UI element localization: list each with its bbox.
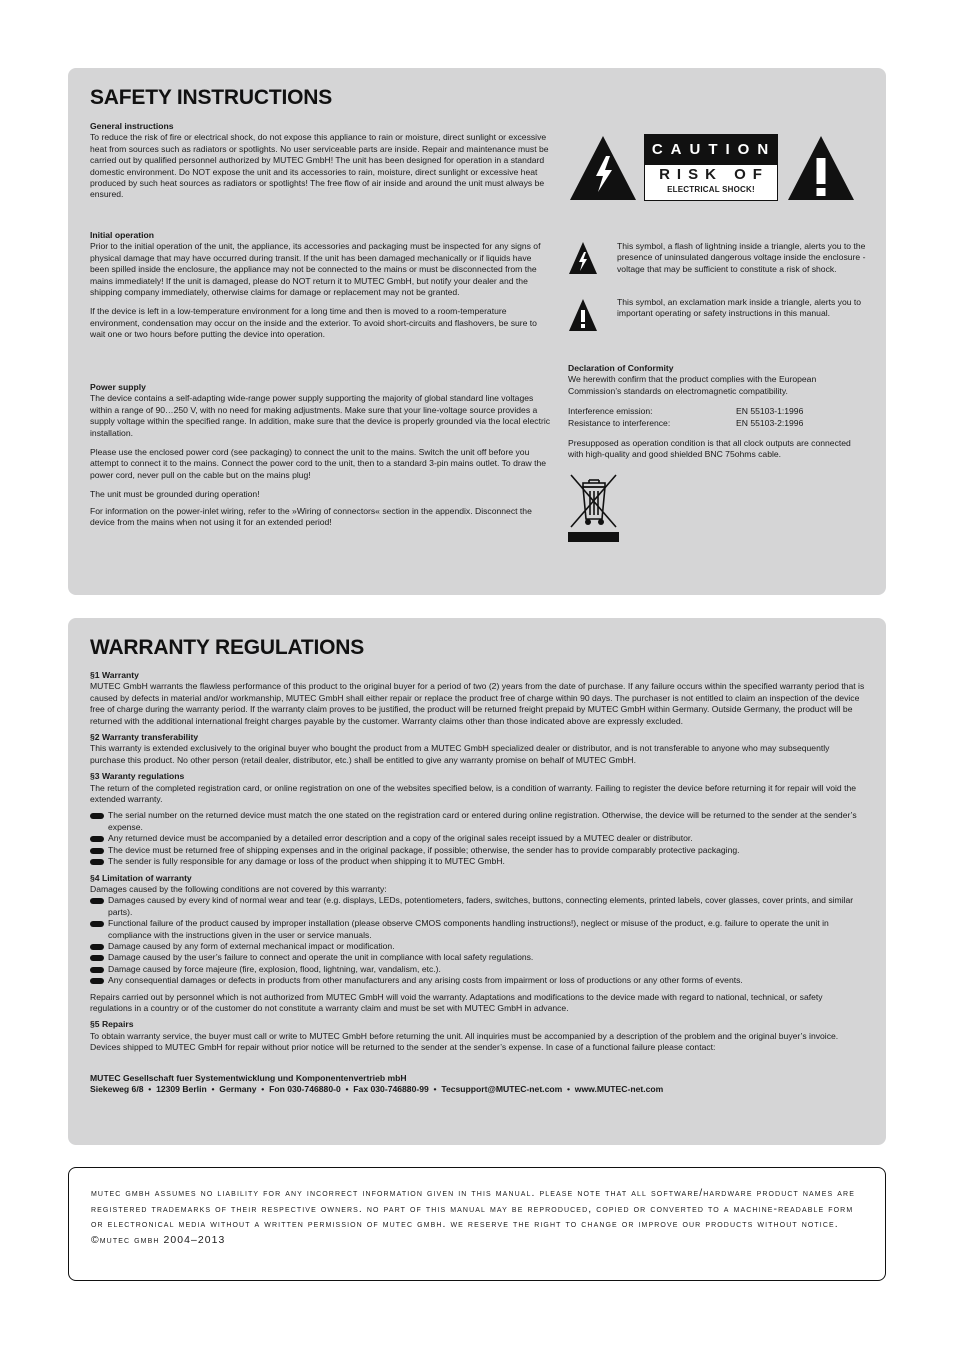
small-lightning-icon	[568, 241, 598, 275]
list-item: Damage caused by any form of external mechanical impact or modification.	[90, 941, 865, 952]
list-item: The serial number on the returned device must match the one stated on the registration card or entered during online registration. Otherwise, the device will be returned to the sender at the sender’s expense.	[90, 810, 865, 833]
s5-text: To obtain warranty service, the buyer must call or write to MUTEC GmbH before returning the unit. All inquiries must be accompanied by a description of the problem and the original buyer’s invoice. Devices shipped to MUTEC GmbH for repair without prior notice will be returned to the sender at the sender’s expense. In case of a functional failure please contact:	[90, 1030, 839, 1053]
caution-text: CAUTION	[645, 135, 777, 165]
s4-note: Repairs carried out by personnel which is not authorized from MUTEC GmbH will void the warranty. Adaptations and modifications to the device made with regard to national, technical, or safety regulations in a country or of the customer do not constitute a warranty claim and must be set with MUTEC GmbH in advance.	[90, 991, 823, 1013]
initial-text-2: If the device is left in a low-temperature environment for a long time and then is moved to a room-temperature environment, condensation may occur on the inside and the exterior. To avoid short-circuits and flashovers, be sure to wait one or two hours before putting the device into operation.	[90, 306, 537, 340]
list-item: Damage caused by force majeure (fire, explosion, flood, lightning, war, vandalism, etc.).	[90, 964, 865, 975]
small-exclamation-icon	[568, 298, 598, 332]
s1-text: MUTEC GmbH warrants the flawless performance of this product to the original buyer for a period of two (2) years from the date of purchase. If any failure occurs within the specified warranty period that is caused by defects in material and/or workmanship, MUTEC GmbH shall either repair or replace the product free of charge within 90 days. The purchaser is not entitled to claim an inspection of the device free of charge during the warranty period. If the warranty claim proves to be justified, the product will be returned freight prepaid by MUTEC GmbH within Germany. Outside Germany, the product will be returned with the additional international freight charges payable by the customer. Warranty claims other than those indicated above are expressly excluded.	[90, 681, 865, 726]
power-text-3: The unit must be grounded during operation!	[90, 489, 260, 500]
resistance-value: EN 55103-2:1996	[736, 417, 804, 428]
conformity-text: We herewith confirm that the product complies with the European Commission’s standards on electromagnetic compatibility.	[568, 374, 817, 396]
power-supply-section	[90, 382, 552, 528]
list-item: Functional failure of the product caused by improper installation (please observe CMOS components handling instructions!), neglect or misuse of the product, e.g. failure to operate the unit in compliance with the instructions given in the user or service manuals.	[90, 918, 865, 941]
s1-heading: §1 Warranty	[90, 670, 139, 680]
exclamation-warning-icon	[786, 134, 856, 202]
list-item: The device must be returned free of shipping expenses and in the original package, if possible; otherwise, the sender has to provide comparably protective packaging.	[90, 845, 865, 856]
resistance-label: Resistance to interference:	[568, 417, 671, 428]
initial-heading: Initial operation	[90, 230, 154, 240]
warranty-body	[90, 670, 865, 1095]
safety-title: SAFETY INSTRUCTIONS	[90, 86, 332, 109]
general-instructions-section	[90, 121, 552, 201]
list-item: Damage caused by the user’s failure to connect and operate the unit in compliance with local safety regulations.	[90, 952, 865, 963]
company-name: MUTEC Gesellschaft fuer Systementwicklung und Komponentenvertrieb mbH	[90, 1072, 407, 1083]
initial-text-1: Prior to the initial operation of the unit, the appliance, its accessories and packaging must be inspected for any signs of physical damage that may have occurred during transit. If the unit has been damaged mechanically or if liquids have been spilled inside the enclosure, the appliance may not be connected to the mains or must be disconnected from the mains immediately! If the unit is damaged, please do NOT return it to MUTEC GmbH, but notify your dealer and the shipping company immediately, otherwise claims for damage or replacement may not be granted.	[90, 241, 541, 298]
general-heading: General instructions	[90, 121, 174, 131]
presupposed-text: Presupposed as operation condition is that all clock outputs are connected with high-quality and good shielded BNC 75ohms cable.	[568, 438, 851, 460]
s3-heading: §3 Waranty regulations	[90, 771, 185, 782]
emission-label: Interference emission:	[568, 406, 653, 417]
safety-instructions-panel	[68, 68, 886, 595]
disclaimer-box	[68, 1167, 886, 1281]
s3-bullet-list	[90, 810, 865, 867]
emission-row	[568, 406, 868, 417]
power-text-4: For information on the power-inlet wiring, refer to the »Wiring of connectors« section in the appendix. Disconnect the device from the mains when not using it for an extended period!	[90, 505, 532, 528]
general-text: To reduce the risk of fire or electrical shock, do not expose this appliance to rain or moisture, direct sunlight or excessive heat from sources such as radiators or spotlights. No user serviceable parts are inside. Repair and maintenance must be carried out by qualified personnel authorized by MUTEC GmbH! The unit has been designed for operation in a standard domestic environment. Do NOT expose the unit and its accessories to rain, moisture, direct sunlight or excessive heat produced by such heat sources as radiators or spotlights! The free flow of air inside and around the unit must always be ensured.	[90, 132, 549, 200]
s4-bullet-list	[90, 895, 865, 986]
list-item: Any consequential damages or defects in products from other manufacturers and any arising costs from impairment or loss of productions or any other forms of events.	[90, 975, 865, 986]
list-item: Damages caused by every kind of normal wear and tear (e.g. displays, LEDs, potentiometers, faders, switches, buttons, connecting elements, printed labels, cover glasses, cover prints, and similar parts).	[90, 895, 865, 918]
electrical-shock-text: ELECTRICAL SHOCK!	[667, 185, 755, 194]
resistance-row	[568, 418, 868, 429]
power-text-1: The device contains a self-adapting wide-range power supply supporting the majority of global standard line voltages within a range of 90…250 V, with no need for making adjustments. Make sure that your line-voltage source provides a supply voltage within the specified range. In addition, make sure that the device is properly grounded via the local electric installation.	[90, 393, 551, 438]
s2-heading: §2 Warranty transferability	[90, 732, 199, 743]
list-item: Any returned device must be accompanied by a detailed error description and a copy of the original sales receipt issued by a MUTEC dealer or distributor.	[90, 833, 865, 844]
s5-heading: §5 Repairs	[90, 1019, 134, 1030]
lightning-symbol-description: This symbol, a flash of lightning inside a triangle, alerts you to the presence of uninsulated dangerous voltage inside the enclosure - voltage that may be sufficient to constitute a risk of shock.	[617, 241, 866, 274]
power-heading: Power supply	[90, 382, 146, 392]
list-item: The sender is fully responsible for any damage or loss of the product when shipping it to MUTEC GmbH.	[90, 856, 865, 867]
conformity-heading: Declaration of Conformity	[568, 363, 674, 373]
risk-of-text: RISK OF	[659, 166, 769, 183]
s4-text: Damages caused by the following conditions are not covered by this warranty:	[90, 883, 387, 894]
emission-value: EN 55103-1:1996	[736, 406, 804, 417]
weee-bin-icon	[568, 473, 619, 543]
exclamation-symbol-description: This symbol, an exclamation mark inside a triangle, alerts you to important operating or safety instructions in this manual.	[617, 297, 862, 319]
caution-label	[644, 134, 778, 201]
disclaimer-text: mutec gmbh assumes no liability for any incorrect information given in this manual. please note that all software/hardware product names are registered trademarks of their respective owners. no part of this manual may be reproduced, copied or converted to a machine-readable form or electronical media without a written permission of mutec gmbh. we reserve the right to change or improve our products without notice. ©mutec gmbh 2004–2013	[91, 1188, 855, 1246]
company-address: Siekeweg 6/8 • 12309 Berlin • Germany • Fon 030-746880-0 • Fax 030-746880-99 • Tecsupport@MUTEC-net.com • www.MUTEC-net.com	[90, 1084, 664, 1094]
s4-heading: §4 Limitation of warranty	[90, 872, 192, 883]
power-text-2: Please use the enclosed power cord (see packaging) to connect the unit to the mains. Switch the unit off before you attempt to connect it to the mains. Connect the power cord to the unit, then to a standard 3-pin mains outlet. To draw the power cord, never pull on the cable but on the mains plug!	[90, 447, 547, 480]
initial-operation-section	[90, 230, 552, 341]
conformity-section	[568, 363, 868, 461]
s3-text: The return of the completed registration card, or online registration on one of the websites specified below, is a condition of warranty. Failing to register the device before returning it for repair will void the extended warranty.	[90, 782, 857, 805]
s2-text: This warranty is extended exclusively to the original buyer who bought the product from a MUTEC GmbH specialized dealer or distributor, and is not transferable to anyone who may subsequently purchase this product. No other person (retail dealer, distributor, etc.) shall be entitled to give any warranty promise on behalf of MUTEC GmbH.	[90, 743, 830, 765]
lightning-warning-icon	[568, 134, 638, 202]
warranty-regulations-panel	[68, 618, 886, 1145]
warranty-title: WARRANTY REGULATIONS	[90, 636, 365, 659]
